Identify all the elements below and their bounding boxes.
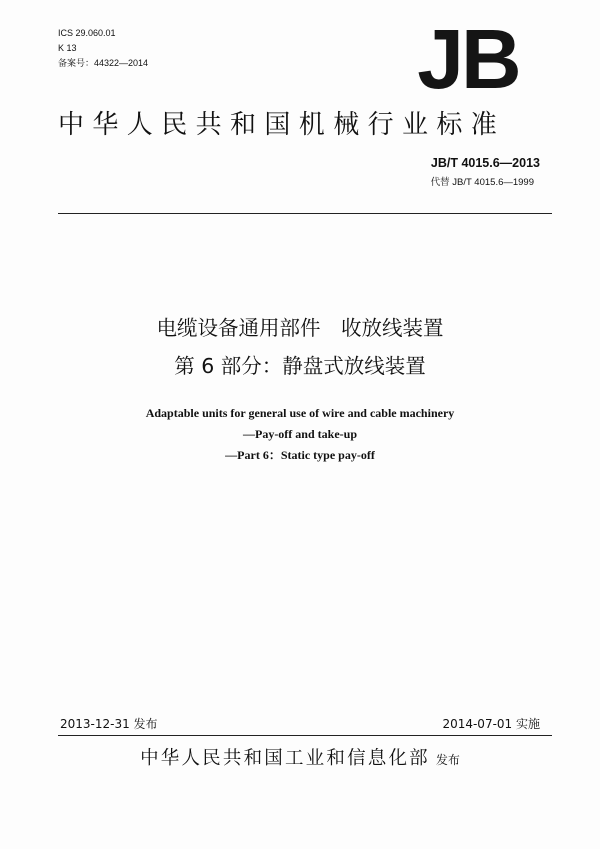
jb-logo [414, 22, 522, 96]
jb-logo-text: JB [417, 22, 519, 96]
english-title-line-1: Adaptable units for general use of wire and cable machinery [145, 406, 455, 420]
bottom-divider [58, 735, 552, 736]
chinese-title-line-1: 电缆设备通用部件 收放线装置 [156, 316, 444, 340]
filing-number: 备案号：44322—2014 [58, 58, 149, 68]
publisher-verb: 发布 [435, 753, 460, 767]
replaced-standard: 代替 JB/T 4015.6—1999 [430, 177, 534, 188]
top-divider [58, 213, 552, 214]
english-title-line-3: —Part 6：Static type pay-off [225, 448, 375, 462]
chinese-title-line-2: 第 6 部分：静盘式放线装置 [174, 354, 426, 378]
publisher-line [0, 750, 600, 769]
effective-date: 2014-07-01 实施 [442, 717, 540, 731]
issue-date: 2013-12-31 发布 [60, 717, 158, 731]
ccs-code: K 13 [58, 43, 77, 53]
ics-code: ICS 29.060.01 [58, 28, 116, 38]
standard-number: JB/T 4015.6—2013 [430, 156, 540, 170]
issuing-standard-category: 中华人民共和国机械行业标准 [58, 110, 506, 140]
english-title-line-2: —Pay-off and take-up [242, 427, 357, 441]
publisher-name: 中华人民共和国工业和信息化部 [140, 748, 430, 769]
